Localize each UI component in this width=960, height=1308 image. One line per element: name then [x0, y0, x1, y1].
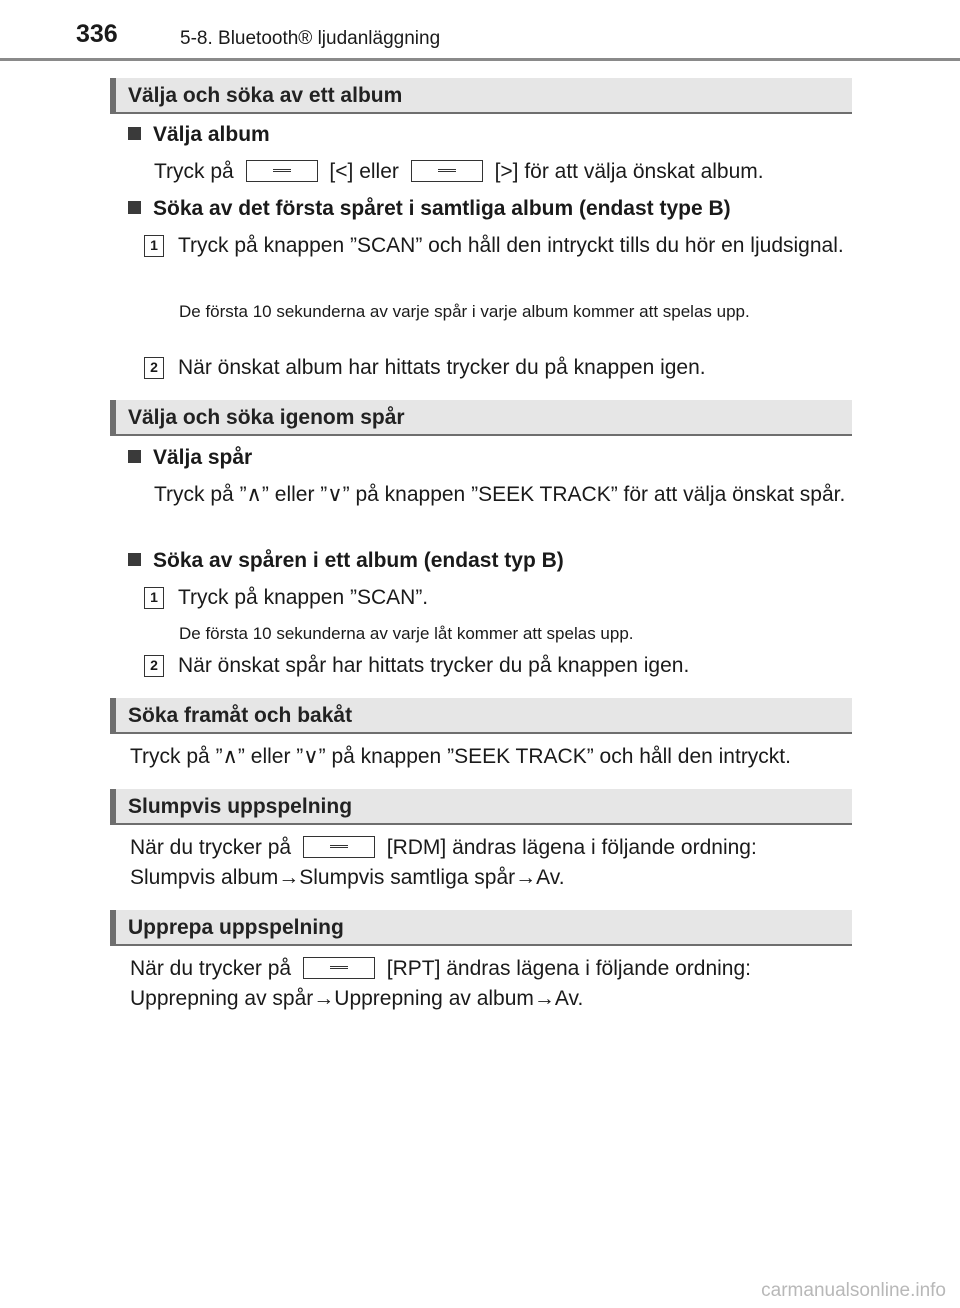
select-album-text: Tryck på [<] eller [>] för att välja önskat album.	[154, 160, 764, 183]
section-header-tracks	[110, 400, 852, 436]
header-divider	[0, 58, 960, 61]
random-text: När du trycker på [RDM] ändras lägena i följande ordning:	[130, 836, 757, 859]
section-title: Slumpvis uppspelning	[128, 795, 353, 818]
section-header-repeat	[110, 910, 852, 946]
step-number: 1	[144, 587, 164, 609]
step-number: 2	[144, 357, 164, 379]
step-number: 2	[144, 655, 164, 677]
bullet-square-icon	[128, 553, 141, 566]
bullet-square-icon	[128, 450, 141, 463]
section-header-seek	[110, 698, 852, 734]
note-text: De första 10 sekunderna av varje spår i varje album kommer att spelas upp.	[179, 302, 750, 321]
page-number: 336	[76, 20, 118, 48]
step-text: När önskat album har hittats trycker du på knappen igen.	[178, 356, 706, 379]
subheading-scan-tracks: Söka av spåren i ett album (endast typ B)	[128, 549, 564, 573]
section-header-album	[110, 78, 852, 114]
chapter-title: 5-8. Bluetooth® ljudanläggning	[180, 28, 441, 49]
button-icon	[303, 957, 375, 979]
section-title: Välja och söka igenom spår	[128, 406, 405, 429]
step-text: Tryck på knappen ”SCAN” och håll den intryckt tills du hör en ljudsignal.	[178, 234, 844, 257]
repeat-text: När du trycker på [RPT] ändras lägena i följande ordning:	[130, 957, 751, 980]
bullet-square-icon	[128, 127, 141, 140]
subheading-select-album: Välja album	[128, 123, 270, 147]
button-icon	[246, 160, 318, 182]
repeat-order-text: Upprepning av spår→Upprepning av album→Av.	[130, 987, 584, 1010]
seek-text: Tryck på ”∧” eller ”∨” på knappen ”SEEK TRACK” och håll den intryckt.	[130, 745, 791, 768]
watermark: carmanualsonline.info	[761, 1280, 946, 1301]
section-title: Välja och söka av ett album	[128, 84, 403, 107]
section-title: Upprepa uppspelning	[128, 916, 344, 939]
select-track-text: Tryck på ”∧” eller ”∨” på knappen ”SEEK TRACK” för att välja önskat spår.	[154, 483, 846, 506]
button-icon	[411, 160, 483, 182]
subheading-select-track: Välja spår	[128, 446, 252, 470]
step-text: Tryck på knappen ”SCAN”.	[178, 586, 429, 609]
note-text: De första 10 sekunderna av varje låt kommer att spelas upp.	[179, 624, 634, 643]
step-text: När önskat spår har hittats trycker du på knappen igen.	[178, 654, 690, 677]
section-header-random	[110, 789, 852, 825]
subheading-scan-albums: Söka av det första spåret i samtliga album (endast type B)	[128, 197, 731, 221]
step-number: 1	[144, 235, 164, 257]
section-title: Söka framåt och bakåt	[128, 704, 353, 727]
button-icon	[303, 836, 375, 858]
bullet-square-icon	[128, 201, 141, 214]
page-header	[0, 0, 960, 64]
random-order-text: Slumpvis album→Slumpvis samtliga spår→Av.	[130, 866, 565, 889]
